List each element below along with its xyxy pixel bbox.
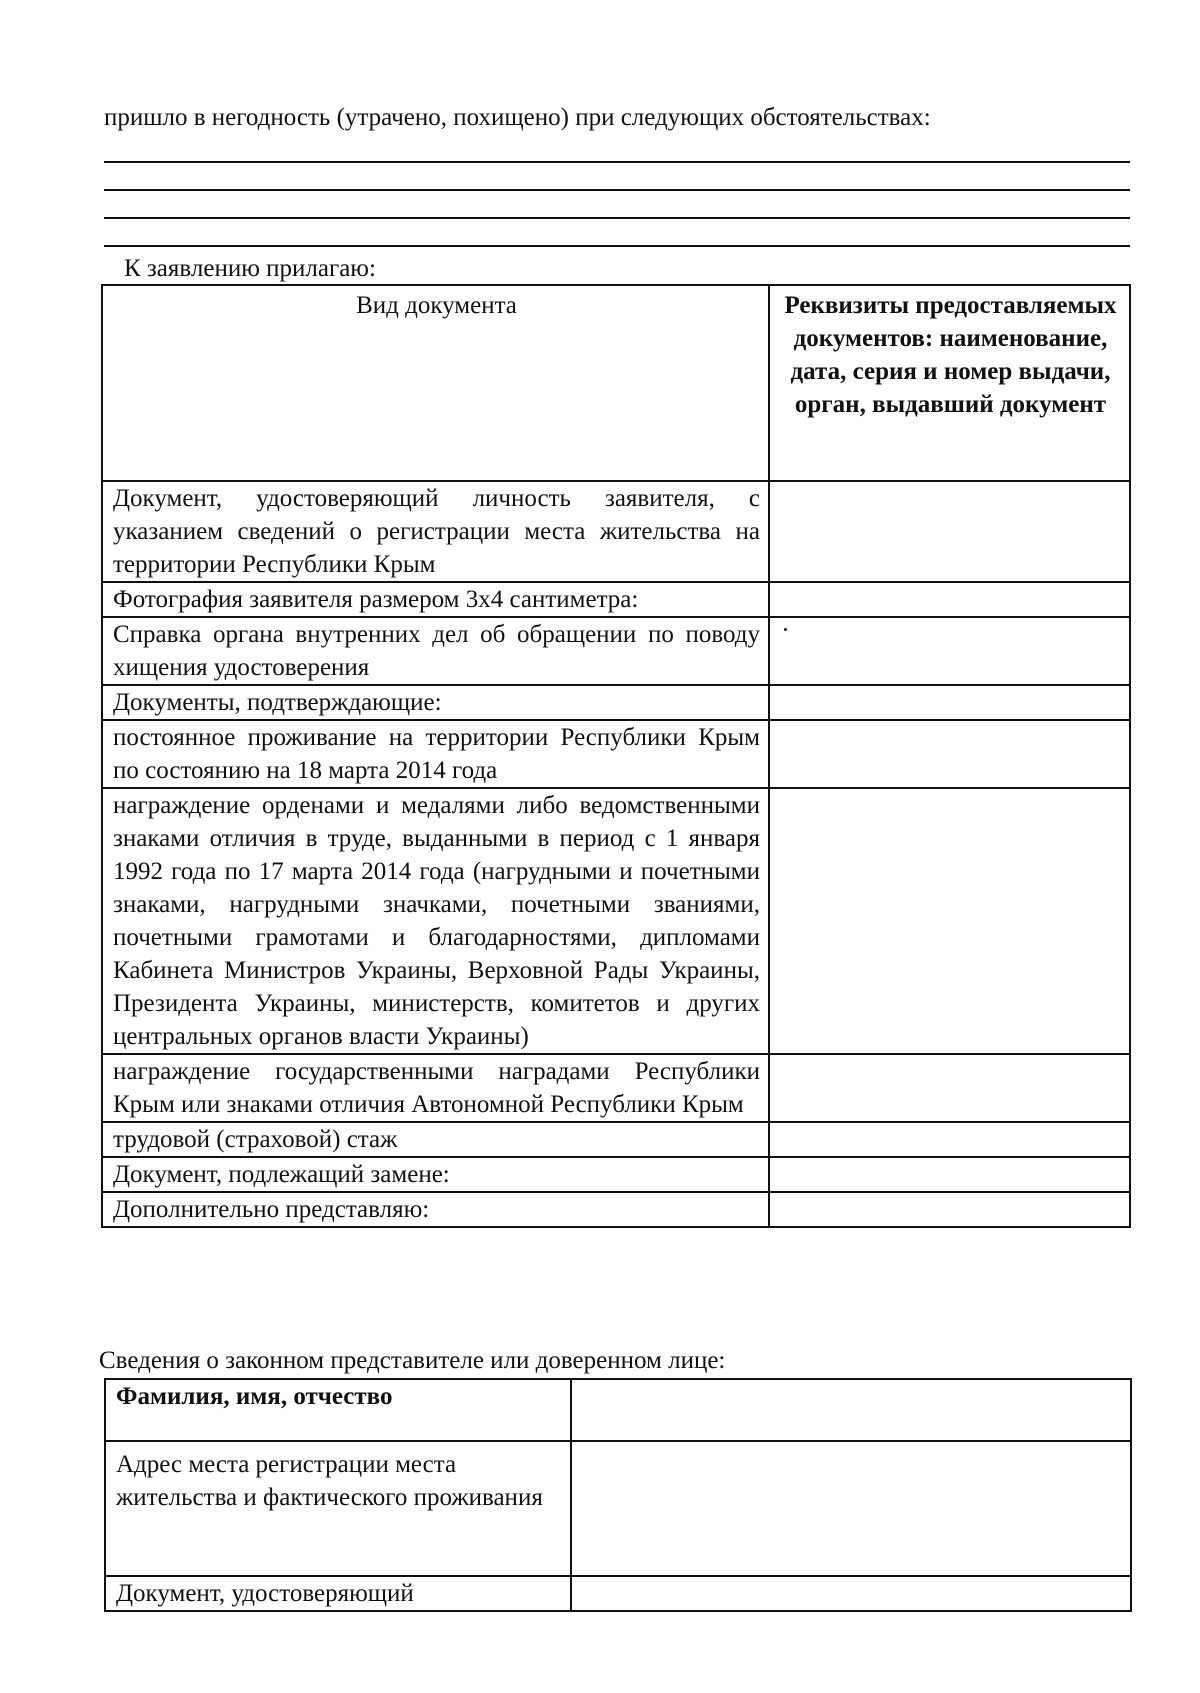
additional-documents-label: Дополнительно представляю:	[102, 1192, 769, 1227]
attachments-header-row	[102, 285, 1130, 481]
table-row	[102, 582, 1130, 617]
table-row	[102, 1192, 1130, 1227]
crimea-awards-label: награждение государственными наградами Республики Крым или знаками отличия Автономной Республики Крым	[102, 1054, 769, 1122]
table-row	[102, 617, 1130, 685]
photo-label: Фотография заявителя размером 3х4 сантиметра:	[102, 582, 769, 617]
table-row	[102, 1054, 1130, 1122]
circumstances-blank-line[interactable]	[104, 245, 1130, 247]
circumstances-line: пришло в негодность (утрачено, похищено) при следующих обстоятельствах:	[104, 104, 931, 131]
table-row	[102, 788, 1130, 1054]
table-row	[102, 720, 1130, 788]
attachments-caption: К заявлению прилагаю:	[124, 255, 376, 282]
representative-document-cell[interactable]	[571, 1576, 1131, 1611]
police-certificate-label: Справка органа внутренних дел об обращении по поводу хищения удостоверения	[102, 617, 769, 685]
representative-document-label: Документ, удостоверяющий	[105, 1576, 571, 1611]
stray-dot	[784, 628, 787, 631]
work-experience-details-cell[interactable]	[769, 1122, 1130, 1157]
identity-document-label: Документ, удостоверяющий личность заявителя, с указанием сведений о регистрации места жительства на территории Республики Крым	[102, 481, 769, 582]
residence-details-cell[interactable]	[769, 720, 1130, 788]
table-row	[105, 1379, 1131, 1441]
table-row	[105, 1576, 1131, 1611]
table-row	[105, 1441, 1131, 1576]
representative-name-cell[interactable]	[571, 1379, 1131, 1441]
table-row	[102, 1122, 1130, 1157]
table-row	[102, 481, 1130, 582]
supporting-documents-label: Документы, подтверждающие:	[102, 685, 769, 720]
document-type-header: Вид документа	[102, 285, 769, 481]
photo-details-cell[interactable]	[769, 582, 1130, 617]
circumstances-blank-line[interactable]	[104, 189, 1130, 191]
identity-document-details-cell[interactable]	[769, 481, 1130, 582]
additional-documents-details-cell[interactable]	[769, 1192, 1130, 1227]
work-experience-label: трудовой (страховой) стаж	[102, 1122, 769, 1157]
representative-address-label: Адрес места регистрации места жительства и фактического проживания	[105, 1441, 571, 1576]
circumstances-blank-line[interactable]	[104, 217, 1130, 219]
representative-caption: Сведения о законном представителе или доверенном лице:	[99, 1347, 726, 1374]
representative-name-label: Фамилия, имя, отчество	[105, 1379, 571, 1441]
representative-table	[104, 1378, 1132, 1612]
representative-address-cell[interactable]	[571, 1441, 1131, 1576]
document-details-header: Реквизиты предоставляемых документов: наименование, дата, серия и номер выдачи, орган, выдавший документ	[769, 285, 1130, 481]
crimea-awards-details-cell[interactable]	[769, 1054, 1130, 1122]
ukraine-awards-label: награждение орденами и медалями либо ведомственными знаками отличия в труде, выданными в период с 1 января 1992 года по 17 марта 2014 года (нагрудными и почетными знаками, нагрудными значками, почетными званиями, почетными грамотами и благодарностями, дипломами Кабинета Министров Украины, Верховной Рады Украины, Президента Украины, министерств, комитетов и других центральных органов власти Украины)	[102, 788, 769, 1054]
table-row	[102, 1157, 1130, 1192]
document-to-replace-label: Документ, подлежащий замене:	[102, 1157, 769, 1192]
attachments-table	[101, 284, 1131, 1228]
document-to-replace-details-cell[interactable]	[769, 1157, 1130, 1192]
police-certificate-details-cell[interactable]	[769, 617, 1130, 685]
residence-label: постоянное проживание на территории Республики Крым по состоянию на 18 марта 2014 года	[102, 720, 769, 788]
circumstances-blank-line[interactable]	[104, 161, 1130, 163]
table-row	[102, 685, 1130, 720]
supporting-documents-details-cell[interactable]	[769, 685, 1130, 720]
ukraine-awards-details-cell[interactable]	[769, 788, 1130, 1054]
